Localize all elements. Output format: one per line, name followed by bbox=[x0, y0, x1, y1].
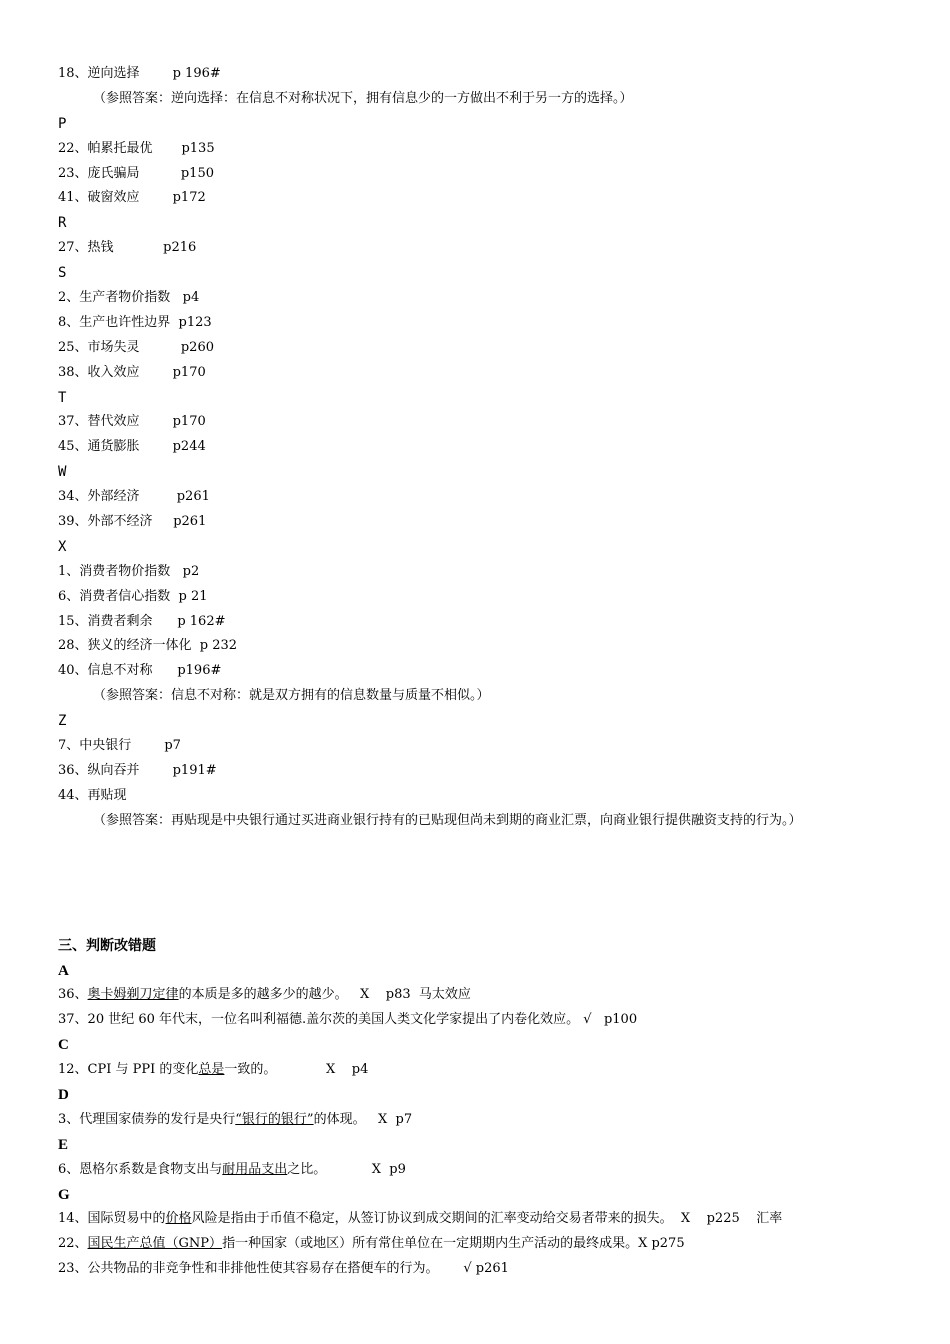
text-segment: C bbox=[58, 1037, 69, 1054]
underlined-text: 耐用品支出 bbox=[222, 1161, 288, 1177]
term-entry: 37、替代效应 p170 bbox=[58, 414, 206, 430]
term-entry: 23、庞氏骗局 p150 bbox=[58, 165, 215, 181]
term-entry: 25、市场失灵 p260 bbox=[58, 339, 215, 355]
term-entry: 40、信息不对称 p196# bbox=[58, 663, 222, 679]
term-entry: 27、热钱 p216 bbox=[58, 240, 197, 256]
text-segment: E bbox=[58, 1136, 69, 1153]
text-segment: 23、公共物品的非竞争性和非排他性使其容易存在搭便车的行为。 √ p261 bbox=[58, 1261, 509, 1277]
term-entry: 34、外部经济 p261 bbox=[58, 489, 210, 505]
text-segment: 12、CPI 与 PPI 的变化 bbox=[58, 1062, 199, 1078]
term-entry: 1、消费者物价指数 p2 bbox=[58, 563, 200, 579]
underlined-text: 国民生产总值（GNP） bbox=[87, 1236, 223, 1252]
text-segment: D bbox=[58, 1086, 69, 1103]
term-entry: 15、消费者剩余 p 162# bbox=[58, 613, 226, 629]
letter-heading: R bbox=[58, 215, 67, 232]
underlined-text: 总是 bbox=[198, 1062, 225, 1078]
term-entry: 39、外部不经济 p261 bbox=[58, 514, 207, 530]
text-segment: 36、 bbox=[58, 987, 88, 1003]
underlined-text: “银行的银行” bbox=[235, 1111, 314, 1127]
question-item bbox=[58, 1058, 918, 1083]
question-item bbox=[58, 983, 918, 1008]
term-entry: 2、生产者物价指数 p4 bbox=[58, 290, 200, 306]
term-entry: 6、消费者信心指数 p 21 bbox=[58, 588, 208, 604]
term-entry: 45、通货膨胀 p244 bbox=[58, 439, 206, 455]
text-segment: 指一种国家（或地区）所有常住单位在一定期期内生产活动的最终成果。X p275 bbox=[222, 1236, 685, 1252]
term-entry: 8、生产也许性边界 p123 bbox=[58, 314, 212, 330]
question-item bbox=[58, 1232, 918, 1257]
text-segment: A bbox=[58, 962, 69, 979]
question-item bbox=[58, 1008, 918, 1033]
question-item bbox=[58, 1207, 918, 1232]
letter-heading bbox=[58, 1033, 918, 1058]
text-segment: 22、 bbox=[58, 1236, 88, 1252]
term-entry: 7、中央银行 p7 bbox=[58, 738, 181, 754]
term-entry: 38、收入效应 p170 bbox=[58, 364, 206, 380]
term-entry: 28、狭义的经济一体化 p 232 bbox=[58, 638, 238, 654]
letter-heading bbox=[58, 1183, 918, 1208]
letter-heading bbox=[58, 959, 918, 984]
letter-heading: S bbox=[58, 265, 67, 282]
reference-answer: （参照答案：逆向选择：在信息不对称状况下，拥有信息少的一方做出不利于另一方的选择。） bbox=[93, 90, 633, 106]
text-segment: 14、国际贸易中的 bbox=[58, 1211, 166, 1227]
section-title: 三、判断改错题 bbox=[58, 937, 156, 954]
text-segment: 一致的。 X p4 bbox=[224, 1062, 369, 1078]
spacer bbox=[58, 834, 918, 934]
letter-heading bbox=[58, 1133, 918, 1158]
text-segment: 37、20 世纪 60 年代末，一位名叫利福德.盖尔茨的美国人类文化学家提出了内卷化效应。 √ p100 bbox=[58, 1012, 638, 1028]
letter-heading bbox=[58, 1083, 918, 1108]
underlined-text: 价格 bbox=[165, 1211, 192, 1227]
text-segment: 风险是指由于币值不稳定，从签订协议到成交期间的汇率变动给交易者带来的损失。 X p225 汇率 bbox=[191, 1211, 783, 1227]
text-segment: 的本质是多的越多少的越少。 X p83 马太效应 bbox=[178, 987, 471, 1003]
text-segment: G bbox=[58, 1186, 70, 1203]
letter-heading: T bbox=[58, 389, 67, 406]
text-segment: 的体现。 X p7 bbox=[313, 1111, 413, 1127]
term-entry: 41、破窗效应 p172 bbox=[58, 190, 206, 206]
text-segment: 之比。 X p9 bbox=[287, 1161, 406, 1177]
letter-heading: W bbox=[58, 464, 67, 481]
term-entry: 18、逆向选择 p 196# bbox=[58, 66, 221, 81]
text-segment: 6、恩格尔系数是食物支出与 bbox=[58, 1161, 223, 1177]
document-page bbox=[58, 62, 918, 1282]
glossary-list bbox=[58, 62, 918, 834]
judgment-question-list bbox=[58, 959, 918, 1283]
text-segment: 3、代理国家债券的发行是央行 bbox=[58, 1111, 236, 1127]
reference-answer: （参照答案：信息不对称：就是双方拥有的信息数量与质量不相似。） bbox=[93, 688, 490, 704]
term-entry: 44、再贴现 bbox=[58, 787, 127, 803]
question-item bbox=[58, 1108, 918, 1133]
underlined-text: 奥卡姆剃刀定律 bbox=[87, 987, 179, 1003]
question-item bbox=[58, 1158, 918, 1183]
term-entry: 22、帕累托最优 p135 bbox=[58, 140, 215, 156]
letter-heading: X bbox=[58, 538, 67, 555]
question-item bbox=[58, 1257, 918, 1282]
reference-answer: （参照答案：再贴现是中央银行通过买进商业银行持有的已贴现但尚未到期的商业汇票，向商业银行提供融资支持的行为。） bbox=[93, 812, 802, 828]
letter-heading: P bbox=[58, 115, 67, 132]
term-entry: 36、纵向吞并 p191# bbox=[58, 762, 217, 778]
letter-heading: Z bbox=[58, 713, 67, 730]
